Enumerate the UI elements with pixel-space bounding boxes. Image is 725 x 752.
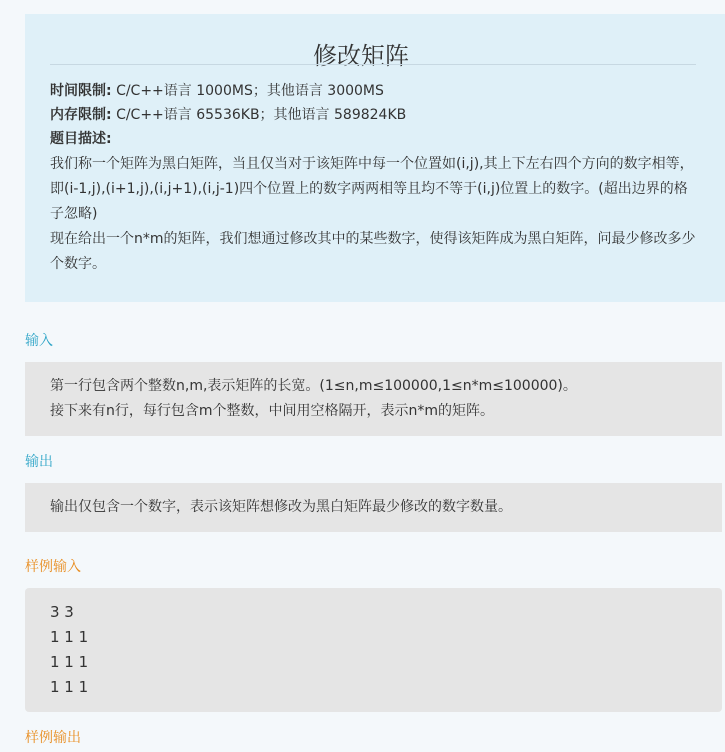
- memory-limit-value: C/C++语言 65536KB；其他语言 589824KB: [116, 107, 407, 123]
- time-limit-value: C/C++语言 1000MS；其他语言 3000MS: [116, 83, 384, 99]
- input-line-2: 接下来有n行，每行包含m个整数，中间用空格隔开，表示n*m的矩阵。: [50, 403, 495, 419]
- sample-input-line: 1 1 1: [50, 653, 89, 671]
- input-line-1: 第一行包含两个整数n,m,表示矩阵的长宽。(1≤n,m≤100000,1≤n*m≤100000)。: [50, 378, 577, 394]
- sample-output-heading: 样例输出: [25, 730, 81, 746]
- sample-input-line: 1 1 1: [50, 678, 89, 696]
- description-paragraph-2: 现在给出一个n*m的矩阵，我们想通过修改其中的某些数字，使得该矩阵成为黑白矩阵，问最少修改多少个数字。: [50, 231, 696, 272]
- problem-statement-panel: [25, 14, 725, 302]
- time-limit-row: [50, 79, 384, 103]
- sample-input-line: 1 1 1: [50, 628, 89, 646]
- output-heading: 输出: [25, 454, 53, 470]
- output-description-box: [25, 483, 722, 532]
- sample-input-heading: 样例输入: [25, 559, 81, 575]
- input-heading: 输入: [25, 333, 53, 349]
- description-label: 题目描述:: [50, 131, 112, 147]
- memory-limit-label: 内存限制:: [50, 107, 112, 123]
- time-limit-label: 时间限制:: [50, 83, 112, 99]
- output-line-1: 输出仅包含一个数字，表示该矩阵想修改为黑白矩阵最少修改的数字数量。: [50, 499, 512, 515]
- description-label-row: [50, 127, 112, 151]
- title-divider: [50, 64, 696, 65]
- problem-title: 修改矩阵: [313, 42, 409, 70]
- description-paragraph-1: 我们称一个矩阵为黑白矩阵，当且仅当对于该矩阵中每一个位置如(i,j),其上下左右四个方向的数字相等，即(i-1,j),(i+1,j),(i,j+1),(i,j-1)四个位置上的数字两两相等且均不等于(i,j)位置上的数字。(超出边界的格子忽略): [50, 156, 694, 222]
- memory-limit-row: [50, 103, 406, 127]
- problem-description: [50, 152, 700, 277]
- input-description-box: [25, 362, 722, 436]
- sample-input-box: [25, 588, 722, 712]
- sample-input-line: 3 3: [50, 603, 74, 621]
